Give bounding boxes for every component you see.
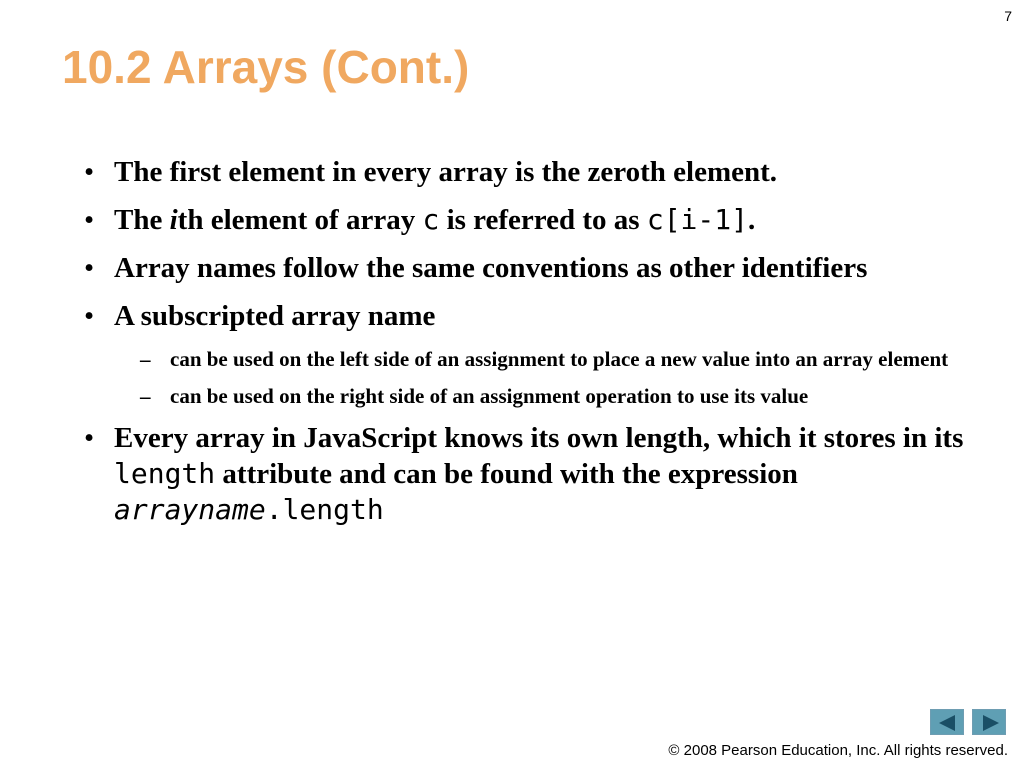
- page-number: 7: [1004, 8, 1012, 24]
- italic-index-text: i: [169, 204, 178, 236]
- bullet-text-part: th element of array: [177, 204, 423, 236]
- bullet-item: [84, 250, 984, 286]
- bullet-marker: •: [84, 422, 95, 454]
- sub-bullet-item: [84, 383, 984, 410]
- sub-bullet-item: [84, 346, 984, 373]
- sub-bullet-marker: –: [140, 384, 151, 408]
- code-length-property: .length: [265, 493, 384, 526]
- slide-title: 10.2 Arrays (Cont.): [62, 41, 470, 93]
- code-length-attribute: length: [114, 457, 216, 490]
- bullet-text: A subscripted array name: [114, 300, 436, 332]
- sub-bullet-text: can be used on the right side of an assignment operation to use its value: [170, 384, 809, 408]
- bullet-text-part: attribute and can be found with the expression: [215, 458, 798, 490]
- bullet-marker: •: [84, 300, 95, 332]
- triangle-left-icon: [939, 715, 955, 731]
- bullet-text-part: is referred to as: [439, 204, 647, 236]
- slide-content: [84, 154, 984, 540]
- bullet-marker: •: [84, 204, 95, 236]
- bullet-text: The first element in every array is the zeroth element.: [114, 156, 778, 188]
- bullet-item: [84, 202, 984, 238]
- bullet-item: [84, 420, 984, 528]
- bullet-text-part: The: [114, 204, 170, 236]
- sub-bullet-text: can be used on the left side of an assignment to place a new value into an array element: [170, 347, 949, 371]
- copyright-footer: © 2008 Pearson Education, Inc. All rights reserved.: [668, 742, 1008, 759]
- bullet-marker: •: [84, 156, 95, 188]
- bullet-item: [84, 298, 984, 334]
- code-subscript-expression: c[i-1]: [646, 203, 748, 236]
- code-array-name: c: [422, 203, 440, 236]
- code-arrayname: arrayname: [114, 493, 266, 526]
- triangle-right-icon: [983, 715, 999, 731]
- next-slide-button[interactable]: [972, 709, 1006, 735]
- slide-navigation: [930, 709, 1006, 735]
- bullet-text-part: Every array in JavaScript knows its own length, which it stores in its: [114, 422, 964, 454]
- bullet-marker: •: [84, 252, 95, 284]
- bullet-item: [84, 154, 984, 190]
- bullet-text-part: .: [748, 204, 756, 236]
- bullet-text: Array names follow the same conventions as other identifiers: [114, 252, 868, 284]
- previous-slide-button[interactable]: [930, 709, 964, 735]
- sub-bullet-marker: –: [140, 347, 151, 371]
